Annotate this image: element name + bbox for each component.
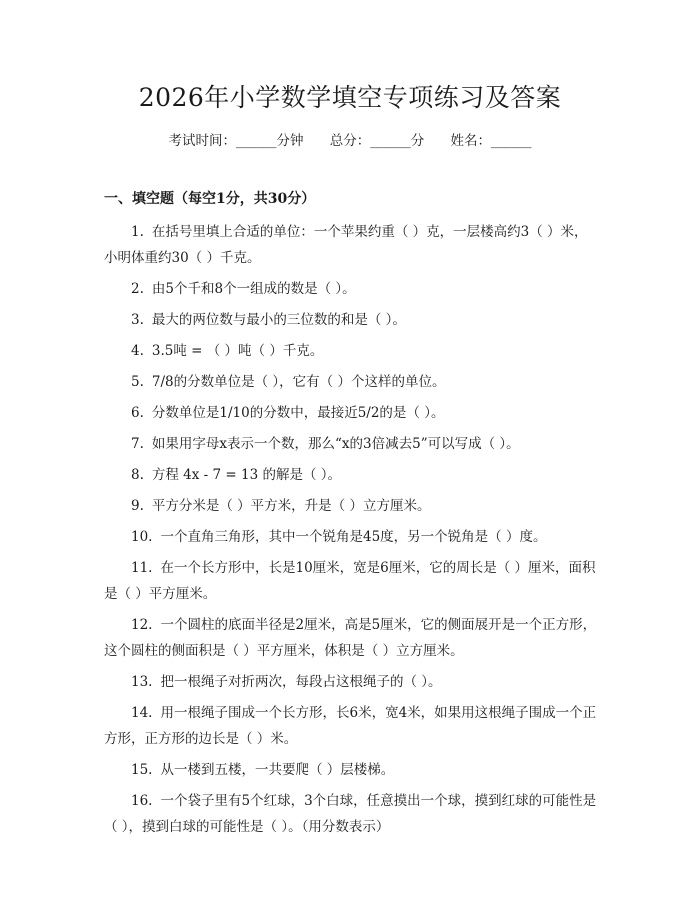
question-number: 4.	[131, 343, 144, 359]
question-item	[104, 612, 598, 664]
question-text: 在一个长方形中，长是10厘米，宽是6厘米，它的周长是（ ）厘米，面积是（ ）平方厘米。	[104, 560, 596, 602]
question-item	[104, 669, 598, 695]
question-number: 7.	[131, 436, 144, 452]
question-text: 用一根绳子围成一个长方形，长6米，宽4米，如果用这根绳子围成一个正方形，正方形的边长是（ ）米。	[104, 705, 597, 747]
question-item	[104, 431, 598, 457]
question-number: 3.	[131, 312, 144, 328]
question-number: 1.	[131, 224, 144, 240]
exam-info-line	[0, 131, 700, 151]
question-text: 从一楼到五楼，一共要爬（ ）层楼梯。	[160, 762, 395, 778]
question-text: 方程 4x - 7 = 13 的解是（ ）。	[151, 467, 342, 483]
question-number: 5.	[131, 374, 144, 390]
question-number: 11.	[131, 560, 153, 576]
question-text: 平方分米是（ ）平方米，升是（ ）立方厘米。	[151, 498, 431, 514]
question-text: 由5个千和8个一组成的数是（ ）。	[151, 281, 356, 297]
question-number: 9.	[131, 498, 144, 514]
question-item	[104, 400, 598, 426]
section-heading: 一、填空题（每空1分，共30分）	[104, 191, 316, 207]
question-number: 14.	[131, 705, 153, 721]
question-text: 一个袋子里有5个红球，3个白球，任意摸出一个球，摸到红球的可能性是（ ），摸到白球的可能性是（ ）。（用分数表示）	[104, 793, 597, 835]
question-item	[104, 276, 598, 302]
document-title: 2026年小学数学填空专项练习及答案	[138, 83, 562, 112]
question-item	[104, 462, 598, 488]
question-number: 8.	[131, 467, 144, 483]
question-text: 一个直角三角形，其中一个锐角是45度，另一个锐角是（ ）度。	[160, 529, 547, 545]
question-text: 3.5吨 = （ ）吨（ ）千克。	[151, 343, 324, 359]
question-item	[104, 369, 598, 395]
question-item	[104, 788, 598, 840]
question-number: 2.	[131, 281, 144, 297]
question-item	[104, 493, 598, 519]
total-score-field: 总分：______分	[329, 133, 425, 149]
question-item	[104, 700, 598, 752]
question-item	[104, 219, 598, 271]
question-number: 12.	[131, 617, 153, 633]
question-item	[104, 524, 598, 550]
question-number: 13.	[131, 674, 153, 690]
question-text: 一个圆柱的底面半径是2厘米，高是5厘米，它的侧面展开是一个正方形，这个圆柱的侧面积是（ ）平方厘米，体积是（ ）立方厘米。	[104, 617, 597, 659]
question-item	[104, 307, 598, 333]
question-number: 6.	[131, 405, 144, 421]
exam-time-field: 考试时间：______分钟	[168, 133, 304, 149]
question-number: 15.	[131, 762, 153, 778]
question-list	[104, 219, 598, 845]
question-text: 如果用字母x表示一个数，那么“x的3倍减去5”可以写成（ ）。	[151, 436, 520, 452]
question-item	[104, 338, 598, 364]
question-text: 在括号里填上合适的单位：一个苹果约重（ ）克，一层楼高约3（ ）米，小明体重约30（ ）千克。	[104, 224, 588, 266]
question-text: 把一根绳子对折两次，每段占这根绳子的（ ）。	[160, 674, 442, 690]
student-name-field: 姓名：______	[450, 133, 532, 149]
question-text: 7/8的分数单位是（ ），它有（ ）个这样的单位。	[151, 374, 446, 390]
question-number: 10.	[131, 529, 153, 545]
question-number: 16.	[131, 793, 153, 809]
question-text: 分数单位是1/10的分数中，最接近5/2的是（ ）。	[151, 405, 445, 421]
question-text: 最大的两位数与最小的三位数的和是（ ）。	[151, 312, 406, 328]
question-item	[104, 555, 598, 607]
question-item	[104, 757, 598, 783]
